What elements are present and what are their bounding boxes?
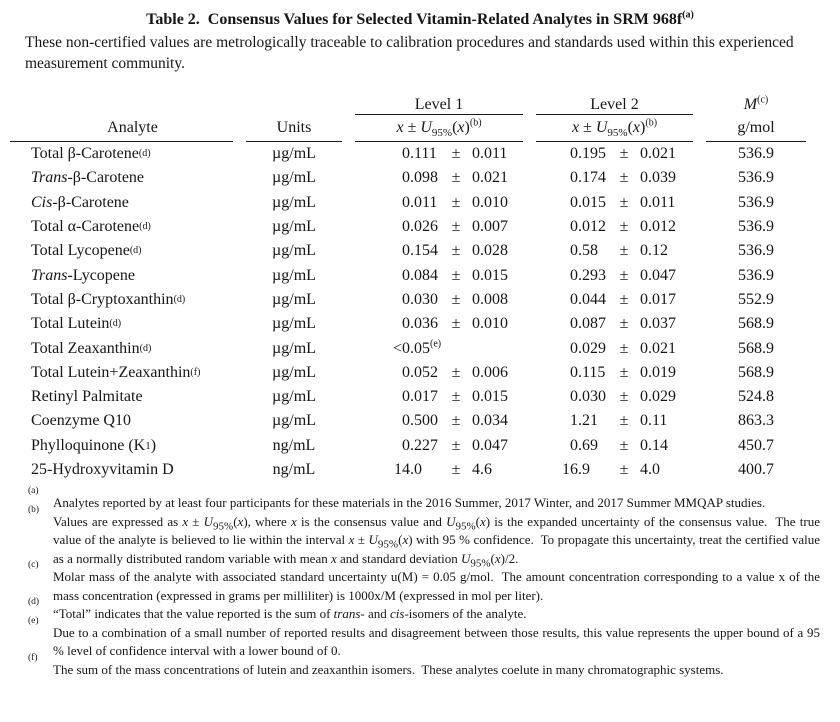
level2-value	[536, 312, 693, 336]
level1-value	[355, 166, 523, 190]
plus-minus-sign: ±	[451, 461, 461, 478]
plus-minus-sign: ±	[619, 169, 629, 187]
analyte-name: Phylloquinone (K 1 )	[31, 436, 157, 454]
value-uncertainty: 0.015	[472, 388, 508, 406]
value-integer-part: 0	[570, 315, 578, 333]
value-integer-part: 0	[402, 218, 410, 236]
table-row	[10, 458, 806, 482]
level1-value	[355, 434, 523, 458]
plus-minus-sign: ±	[619, 436, 629, 454]
value-fraction-part: .174	[578, 169, 606, 187]
units-value: µg/mL	[272, 218, 316, 236]
analyte-name: Trans -Lycopene	[31, 266, 135, 284]
value-fraction-part: .030	[578, 388, 606, 406]
value-uncertainty: 0.11	[640, 412, 668, 430]
plus-minus-sign: ±	[619, 339, 629, 357]
value-fraction-part: .195	[578, 145, 606, 163]
table-title-text: Table 2. Consensus Values for Selected Vitamin-Related Analytes in SRM 968f	[146, 11, 683, 28]
plus-minus-sign: ±	[451, 315, 461, 333]
units-value: µg/mL	[272, 145, 316, 163]
value-fraction-part: .030	[410, 290, 438, 308]
table-row	[10, 312, 806, 336]
table-body	[10, 142, 806, 482]
analyte-name: 25-Hydroxyvitamin D	[31, 461, 174, 478]
table-row	[10, 142, 806, 166]
spanner-spacer-units	[246, 94, 342, 114]
analyte-name: Total α-Carotene (d)	[31, 218, 151, 236]
value-integer-part: 0	[402, 145, 410, 163]
plus-minus-sign: ±	[619, 242, 629, 260]
value-integer-part: 0	[402, 169, 410, 187]
molar-mass-value: 524.8	[738, 388, 774, 406]
level2-value	[536, 288, 693, 312]
value-fraction-part: .111	[410, 145, 437, 163]
table-row	[10, 409, 806, 433]
molar-mass-value: 536.9	[738, 242, 774, 260]
value-integer-part: 0	[570, 193, 578, 211]
level2-value	[536, 166, 693, 190]
footnote: (e) Due to a combination of a small number of reported results and disagreement between those results, this value represents the upper bound of a 95 % level of confidence interval with a lower bound of 0.	[28, 615, 824, 658]
analyte-name: Total Lutein (d)	[31, 315, 122, 333]
value-integer-part: 0	[570, 388, 578, 406]
value-fraction-part: .21	[578, 412, 598, 430]
table-row	[10, 361, 806, 385]
level2-value	[536, 336, 693, 360]
molar-mass-value: 863.3	[738, 412, 774, 430]
footnote-text: “Total” indicates that the value reported is the sum of trans- and cis-isomers of the analyte.	[53, 606, 527, 621]
level1-value	[355, 336, 523, 360]
value-integer-part: 0	[402, 412, 410, 430]
molar-mass-value: 536.9	[738, 193, 774, 211]
value-fraction-part: .044	[578, 290, 606, 308]
analyte-name: Total Zeaxanthin (d)	[31, 339, 152, 357]
value-fraction-part: .69	[578, 436, 598, 454]
value-uncertainty: 0.011	[640, 193, 676, 211]
molar-mass-value: 536.9	[738, 218, 774, 236]
footnote: (c) Molar mass of the analyte with associated standard uncertainty u(M) = 0.05 g/mol. The amount concentration corresponding to a value x of the mass concentration (expressed in grams per milliliter) is 1000x/M (expressed in mol per liter).	[28, 560, 824, 603]
value-integer-part: 0	[570, 290, 578, 308]
value-fraction-part: .017	[410, 388, 438, 406]
value-integer-part: 1	[570, 412, 578, 430]
units-value: µg/mL	[272, 266, 316, 284]
molar-mass-value: 568.9	[738, 363, 774, 381]
units-value: µg/mL	[272, 315, 316, 333]
column-header-analyte: Analyte	[10, 115, 233, 142]
value-uncertainty: 0.037	[640, 315, 676, 333]
plus-minus-sign: ±	[451, 290, 461, 308]
level1-value	[355, 312, 523, 336]
level1-value	[355, 361, 523, 385]
table-header-spanner-row	[10, 94, 806, 115]
value-integer-part: 0	[570, 218, 578, 236]
level1-value	[355, 215, 523, 239]
plus-minus-sign: ±	[451, 169, 461, 187]
level1-value	[355, 263, 523, 287]
value-expression: $x \pm U_{95\%}(x)^{(b)}$	[571, 117, 658, 140]
value-uncertainty: 0.021	[472, 169, 508, 187]
value-uncertainty: 0.006	[472, 363, 508, 381]
footnote: (b) Values are expressed as $x \pm U_{95\%}(x)$, where x is the consensus value and $U_{95\%}(x)$ is the expanded uncertainty of the consensus value. The true value of the analyte is believed to lie within the interval $x \pm U_{95\%}(x)$ with 95 % confidence. To propagate this uncertainty, treat the certified value as a normally distributed random variable with mean x and standard deviation $U_{95\%}(x)/2$.	[28, 504, 824, 570]
spanner-level2: Level 2	[536, 94, 693, 115]
plus-minus-sign: ±	[619, 412, 629, 430]
value-uncertainty: 0.021	[640, 339, 676, 357]
level1-value	[355, 385, 523, 409]
table-row	[10, 215, 806, 239]
value-integer-part: 0	[570, 145, 578, 163]
value-integer-part: 0	[402, 436, 410, 454]
plus-minus-sign: ±	[451, 363, 461, 381]
analyte-name: Total β-Cryptoxanthin (d)	[31, 290, 186, 308]
footnote-text: Analytes reported by at least four participants for these materials in the 2016 Summer, 2017 Winter, and 2017 Summer MMQAP studies.	[53, 495, 766, 510]
value-uncertainty: 0.008	[472, 290, 508, 308]
plus-minus-sign: ±	[619, 266, 629, 284]
column-header-level2-expression	[536, 115, 693, 142]
units-value: µg/mL	[272, 290, 316, 308]
value-integer-part: 0	[402, 315, 410, 333]
value-uncertainty: 0.015	[472, 266, 508, 284]
plus-minus-sign: ±	[619, 218, 629, 236]
value-integer-part: <0	[392, 339, 410, 357]
plus-minus-sign: ±	[451, 193, 461, 211]
level2-value	[536, 215, 693, 239]
value-fraction-part: .012	[578, 218, 606, 236]
spanner-molar-mass	[706, 94, 806, 114]
plus-minus-sign: ±	[619, 193, 629, 211]
level2-value	[536, 239, 693, 263]
value-fraction-part: .098	[410, 169, 438, 187]
value-integer-part: 0	[402, 193, 410, 211]
value-fraction-part: .154	[410, 242, 438, 260]
plus-minus-sign: ±	[451, 218, 461, 236]
level1-value	[355, 409, 523, 433]
plus-minus-sign: ±	[451, 242, 461, 260]
level2-value	[536, 434, 693, 458]
value-uncertainty: 0.010	[472, 193, 508, 211]
plus-minus-sign: ±	[451, 412, 461, 430]
footnote: (a) Analytes reported by at least four participants for these materials in the 2016 Summer, 2017 Winter, and 2017 Summer MMQAP studies.	[28, 486, 766, 510]
analyte-name: Cis -β-Carotene	[31, 193, 129, 211]
table-header-row	[10, 115, 806, 142]
footnotes-section	[28, 486, 824, 679]
level1-value	[355, 142, 523, 166]
value-fraction-part: .087	[578, 315, 606, 333]
plus-minus-sign: ±	[451, 388, 461, 406]
level1-value	[355, 288, 523, 312]
column-header-level1-expression	[355, 115, 523, 142]
value-fraction-part: .0	[410, 461, 422, 478]
table-row	[10, 191, 806, 215]
level2-value	[536, 142, 693, 166]
value-uncertainty: 0.047	[472, 436, 508, 454]
value-integer-part: 0	[402, 266, 410, 284]
level2-value	[536, 458, 693, 482]
value-fraction-part: .293	[578, 266, 606, 284]
molar-mass-value: 450.7	[738, 436, 774, 454]
footnote-text: Due to a combination of a small number of reported results and disagreement between those results, this value represents the upper bound of a 95 % level of confidence interval with a lower bound of 0.	[53, 624, 824, 658]
value-fraction-part: .029	[578, 339, 606, 357]
value-uncertainty: 0.021	[640, 145, 676, 163]
table-row	[10, 385, 806, 409]
analyte-name: Retinyl Palmitate	[31, 388, 143, 406]
molar-mass-value: 552.9	[738, 290, 774, 308]
units-value: µg/mL	[272, 339, 316, 357]
intro-paragraph: These non-certified values are metrologically traceable to calibration procedures and standards used within this experienced measurement community.	[25, 34, 794, 72]
value-uncertainty: 0.029	[640, 388, 676, 406]
spanner-level1: Level 1	[355, 94, 523, 115]
value-expression: $x \pm U_{95\%}(x)^{(b)}$	[396, 117, 482, 140]
value-integer-part: 0	[570, 339, 578, 357]
level1-value	[355, 191, 523, 215]
value-integer-part: 16	[562, 461, 578, 478]
footnote: (d) “Total” indicates that the value reported is the sum of trans- and cis-isomers of the analyte.	[28, 597, 527, 621]
units-value: ng/mL	[272, 461, 316, 478]
value-fraction-part: .227	[410, 436, 438, 454]
table-row	[10, 166, 806, 190]
plus-minus-sign: ±	[451, 436, 461, 454]
value-integer-part: 0	[570, 242, 578, 260]
value-integer-part: 0	[570, 169, 578, 187]
units-value: µg/mL	[272, 242, 316, 260]
footnote-text: The sum of the mass concentrations of lutein and zeaxanthin isomers. These analytes coelute in many chromatographic systems.	[53, 661, 724, 677]
level2-value	[536, 263, 693, 287]
plus-minus-sign: ±	[619, 315, 629, 333]
analyte-name: Total β-Carotene (d)	[31, 145, 151, 163]
value-fraction-part: .052	[410, 363, 438, 381]
molar-mass-value: 536.9	[738, 266, 774, 284]
analyte-name: Trans -β-Carotene	[31, 169, 145, 187]
value-uncertainty: 4.0	[640, 461, 660, 478]
spanner-spacer-analyte	[10, 94, 233, 114]
value-uncertainty: 4.6	[472, 461, 492, 478]
value-integer-part: 0	[570, 266, 578, 284]
plus-minus-sign: ±	[451, 266, 461, 284]
value-integer-part: 0	[402, 290, 410, 308]
level2-value	[536, 191, 693, 215]
level1-value	[355, 458, 523, 482]
molar-mass-symbol: $M^{(c)}$	[743, 94, 769, 113]
level2-value	[536, 361, 693, 385]
level2-value	[536, 385, 693, 409]
value-uncertainty: 0.039	[640, 169, 676, 187]
analyte-name: Total Lycopene (d)	[31, 242, 142, 260]
units-value: µg/mL	[272, 388, 316, 406]
molar-mass-value: 536.9	[738, 145, 774, 163]
value-fraction-part: .036	[410, 315, 438, 333]
plus-minus-sign: ±	[451, 145, 461, 163]
title-footnote-marker: (a)	[682, 9, 694, 21]
value-uncertainty: 0.14	[640, 436, 668, 454]
value-uncertainty: 0.047	[640, 266, 676, 284]
value-integer-part: 0	[402, 388, 410, 406]
value-integer-part: 0	[402, 363, 410, 381]
table-row	[10, 288, 806, 312]
value-fraction-part: .026	[410, 218, 438, 236]
units-value: µg/mL	[272, 193, 316, 211]
column-header-units: Units	[246, 115, 342, 142]
plus-minus-sign: ±	[619, 388, 629, 406]
value-fraction-part: .115	[578, 363, 606, 381]
molar-mass-value: 400.7	[738, 461, 774, 478]
level2-value	[536, 409, 693, 433]
analyte-name: Total Lutein+Zeaxanthin (f)	[31, 363, 201, 381]
footnote-text: Values are expressed as $x \pm U_{95\%}(x)$, where x is the consensus value and $U_{95\%}(x)$ is the expanded uncertainty of the consensus value. The true value of the analyte is believed to lie within the interval $x \pm U_{95\%}(x)$ with 95 % confidence. To propagate this uncertainty, treat the certified value as a normally distributed random variable with mean x and standard deviation $U_{95\%}(x)/2$.	[53, 513, 824, 570]
table-row	[10, 434, 806, 458]
value-uncertainty: 0.007	[472, 218, 508, 236]
units-value: ng/mL	[272, 436, 316, 454]
analyte-name: Coenzyme Q10	[31, 412, 131, 430]
value-fraction-part: .084	[410, 266, 438, 284]
column-header-gmol: g/mol	[706, 115, 806, 142]
value-uncertainty: 0.011	[472, 145, 508, 163]
consensus-table	[10, 94, 806, 482]
value-fraction-part: .9	[578, 461, 590, 478]
value-uncertainty: 0.012	[640, 218, 676, 236]
units-value: µg/mL	[272, 169, 316, 187]
molar-mass-value: 536.9	[738, 169, 774, 187]
plus-minus-sign: ±	[619, 290, 629, 308]
table-row	[10, 263, 806, 287]
plus-minus-sign: ±	[619, 145, 629, 163]
value-uncertainty: 0.019	[640, 363, 676, 381]
molar-mass-value: 568.9	[738, 339, 774, 357]
units-value: µg/mL	[272, 412, 316, 430]
plus-minus-sign: ±	[619, 363, 629, 381]
table-row	[10, 336, 806, 360]
footnote: (f) The sum of the mass concentrations of lutein and zeaxanthin isomers. These analytes coelute in many chromatographic systems.	[28, 652, 724, 677]
level1-value	[355, 239, 523, 263]
units-value: µg/mL	[272, 363, 316, 381]
molar-mass-value: 568.9	[738, 315, 774, 333]
value-uncertainty: 0.017	[640, 290, 676, 308]
table-title	[0, 10, 840, 30]
footnote-text: Molar mass of the analyte with associated standard uncertainty u(M) = 0.05 g/mol. The amount concentration corresponding to a value x of the mass concentration (expressed in grams per milliliter) is 1000x/M (expressed in mol per liter).	[53, 569, 824, 603]
value-fraction-part: .58	[578, 242, 598, 260]
value-integer-part: 0	[570, 436, 578, 454]
table-row	[10, 239, 806, 263]
value-fraction-part: .015	[578, 193, 606, 211]
value-uncertainty: 0.12	[640, 242, 668, 260]
value-integer-part: 0	[570, 363, 578, 381]
value-uncertainty: 0.010	[472, 315, 508, 333]
plus-minus-sign: ±	[619, 461, 629, 478]
value-integer-part: 14	[394, 461, 410, 478]
value-uncertainty: 0.028	[472, 242, 508, 260]
value-uncertainty: 0.034	[472, 412, 508, 430]
value-fraction-part: .500	[410, 412, 438, 430]
value-integer-part: 0	[402, 242, 410, 260]
value-fraction-part: .05$^{(e)}$	[410, 338, 442, 357]
value-fraction-part: .011	[410, 193, 438, 211]
